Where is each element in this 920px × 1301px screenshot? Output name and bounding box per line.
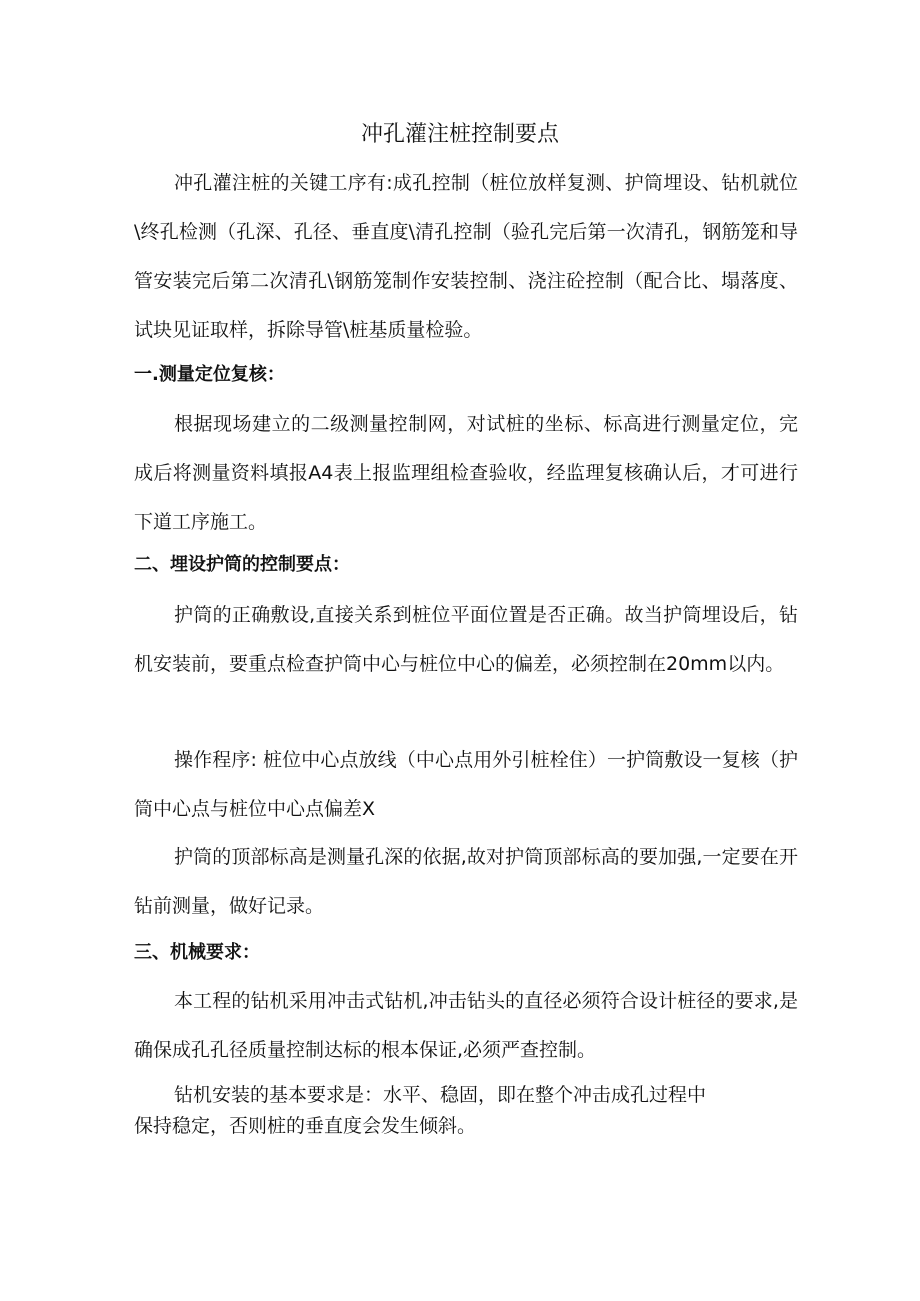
section-3-paragraph-2-line-1: 钻机安装的基本要求是：水平、稳固，即在整个冲击成孔过程中 — [174, 1084, 707, 1106]
section-3-paragraph-2-line-2: 保持稳定，否则桩的垂直度会发生倾斜。 — [134, 1115, 477, 1137]
section-2-paragraph-2: 操作程序: 桩位中心点放线（中心点用外引桩栓住）一护筒敷设一复核（护筒中心点与桩位中心点偏差X — [134, 749, 798, 820]
section-2-heading: 二、埋设护筒的控制要点： — [134, 554, 350, 575]
section-1-heading: 一.测量定位复核： — [134, 364, 285, 385]
page-title: 冲孔灌注桩控制要点 — [360, 122, 559, 147]
section-2-paragraph-3: 护筒的顶部标高是测量孔深的依据,故对护筒顶部标高的要加强,一定要在开钻前测量，做好记录。 — [134, 846, 798, 917]
section-3-paragraph-1: 本工程的钻机采用冲击式钻机,冲击钻头的直径必须符合设计桩径的要求,是确保成孔孔径质量控制达标的根本保证,必须严查控制。 — [134, 990, 798, 1061]
section-1-paragraph: 根据现场建立的二级测量控制网，对试桩的坐标、标高进行测量定位，完成后将测量资料填报A4表上报监理组检查验收，经监理复核确认后，才可进行下道工序施工。 — [134, 413, 798, 533]
intro-paragraph: 冲孔灌注桩的关键工序有:成孔控制（桩位放样复测、护筒埋设、钻机就位\终孔检测（孔深、孔径、垂直度\清孔控制（验孔完后第一次清孔，钢筋笼和导管安装完后第二次清孔\钢筋笼制作安装控制、浇注砼控制（配合比、塌落度、试块见证取样，拆除导管\桩基质量检验。 — [134, 172, 798, 341]
section-3-heading: 三、机械要求： — [134, 942, 260, 963]
section-2-paragraph-1: 护筒的正确敷设,直接关系到桩位平面位置是否正确。故当护筒埋设后，钻机安装前，要重点检查护筒中心与桩位中心的偏差，必须控制在20mm以内。 — [134, 604, 798, 675]
